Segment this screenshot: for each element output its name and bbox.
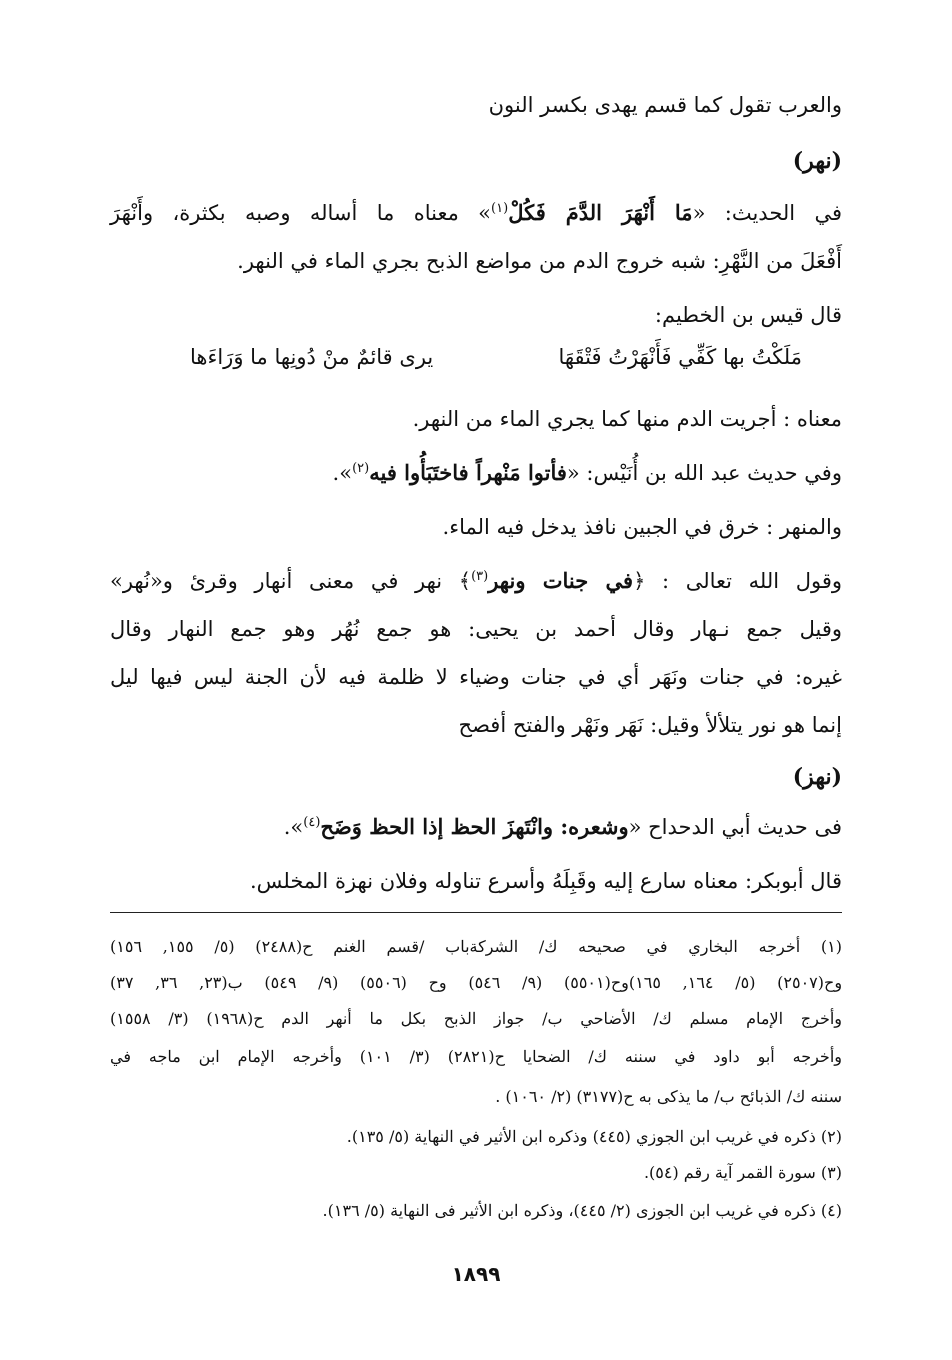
hadith-explanation: » معناه ما أساله وصبه بكثرة، وأَنْهَرَ (110, 201, 492, 225)
text-line-plural: وقيل جمع نـهار وقال أحمد بن يحيى: هو جمع نُهُر وهو جمع النهار وقال (110, 617, 842, 641)
anis-prefix: وفي حديث عبد الله بن أُنَيْس: « (566, 461, 842, 485)
quran-prefix: وقول الله تعالى : ﴿ (633, 569, 843, 593)
footnote-ref-1: (١) (491, 201, 509, 216)
text-line-quran (110, 566, 842, 596)
verse-first-hemistich: مَلَكْتُ بها كَفِّي فَأَنْهَرْتُ فَتْقَهَا (558, 345, 802, 369)
anis-suffix: ». (332, 461, 353, 485)
footnote-1-line-1: (١) أخرجه البخاري في صحيحه ك/ الشركةباب /قسم الغنم ح(٢٤٨٨) (٥/ ١٥٥, ١٥٦) (110, 937, 843, 956)
footnote-2: (٢) ذكره في غريب ابن الجوزي (٤٤٥) وذكره ابن الأثير في النهاية (٥/ ١٣٥). (346, 1127, 842, 1146)
text-line-afal: أَفْعَلَ من النَّهْرِ: شبه خروج الدم من مواضع الذبح بجري الماء في النهر. (237, 249, 842, 273)
footnote-3: (٣) سورة القمر آية رقم (٥٤). (643, 1163, 842, 1182)
footnote-ref-2: (٢) (352, 461, 370, 476)
footnote-4: (٤) ذكره في غريب ابن الجوزى (٢/ ٤٤٥)، وذكره ابن الأثير فى النهاية (٥/ ١٣٦). (322, 1201, 842, 1220)
page-number: ١٨٩٩ (451, 1262, 501, 1286)
footnote-ref-4: (٤) (303, 815, 321, 830)
dahdah-prefix: فى حديث أبي الدحداح « (628, 815, 842, 839)
footnote-1-line-4: وأخرجه أبو داود في سننه ك/ الضحايا ح(٢٨٢١) (٣/ ١٠١) وأخرجه الإمام ابن ماجه في (110, 1047, 842, 1066)
dahdah-suffix: ». (283, 815, 304, 839)
verse-second-hemistich: يرى قائمٌ منْ دُونِها ما وَرَاءَها (190, 345, 434, 369)
footnote-1-line-3: وأخرج الإمام مسلم ك/ الأضاحي ب/ جواز الذبح بكل ما أنهر الدم ح(١٩٦٨) (٣/ ١٥٥٨) (110, 1009, 843, 1028)
entry-heading-nahr: (نهر) (792, 148, 842, 174)
text-line-anis-hadith (110, 458, 842, 488)
footnote-ref-3: (٣) (471, 569, 489, 584)
text-line-abubakr: قال أبوبكر: معناه سارع إليه وقَبِلَهُ وأسرع تناوله وفلان نهزة المخلس. (249, 869, 842, 893)
anis-quote: فأتوا مَنْهراً فاختَبَأُوا فيه (369, 460, 567, 485)
footnote-separator (110, 912, 842, 913)
text-line-meaning: معناه : أجريت الدم منها كما يجري الماء من النهر. (412, 407, 842, 431)
text-line-manhar: والمنهر : خرق في الجبين نافذ يدخل فيه الماء. (442, 515, 842, 539)
text-line-1: والعرب تقول كما قسم يهدى بكسر النون (488, 93, 842, 117)
dahdah-quote: وشعره: وانْتَهزَ الحظ إذا الحظ وَضَح (320, 814, 629, 839)
entry-heading-nahz: (نهز) (792, 764, 842, 790)
footnote-1-line-2: وح(٢٥٠٧) (٥/ ١٦٤, ١٦٥)وح(٥٥٠١) (٩/ ٥٤٦) وح (٥٥٠٦) (٩/ ٥٤٩) ب(٢٣, ٣٦, ٣٧) (110, 973, 843, 992)
quran-suffix: ﴾ نهر في معنى أنهار وقرئ و«نُهر» (110, 569, 472, 593)
hadith-quote: مَا أَنْهَرَ الدَّمَ فَكُلْ (508, 200, 693, 225)
hadith-prefix: في الحديث: « (692, 201, 843, 225)
quran-verse: في جنات ونهر (488, 568, 634, 593)
text-line-light: إنما هو نور يتلألأ وقيل: نَهَر ونَهْر والفتح أفصح (458, 713, 842, 737)
text-line-other: غيره: في جنات ونَهَر أي في جنات وضياء لا ظلمة فيه لأن الجنة ليس فيها ليل (110, 665, 842, 689)
text-line-poet: قال قيس بن الخطيم: (654, 303, 842, 327)
text-line-dahdah (110, 812, 842, 842)
footnote-1-line-5: سننه ك/ الذبائح ب/ ما يذكى به ح(٣١٧٧) (٢/ ١٠٦٠) . (495, 1087, 842, 1106)
poetry-verse (190, 342, 802, 376)
text-line-hadith (110, 198, 842, 228)
